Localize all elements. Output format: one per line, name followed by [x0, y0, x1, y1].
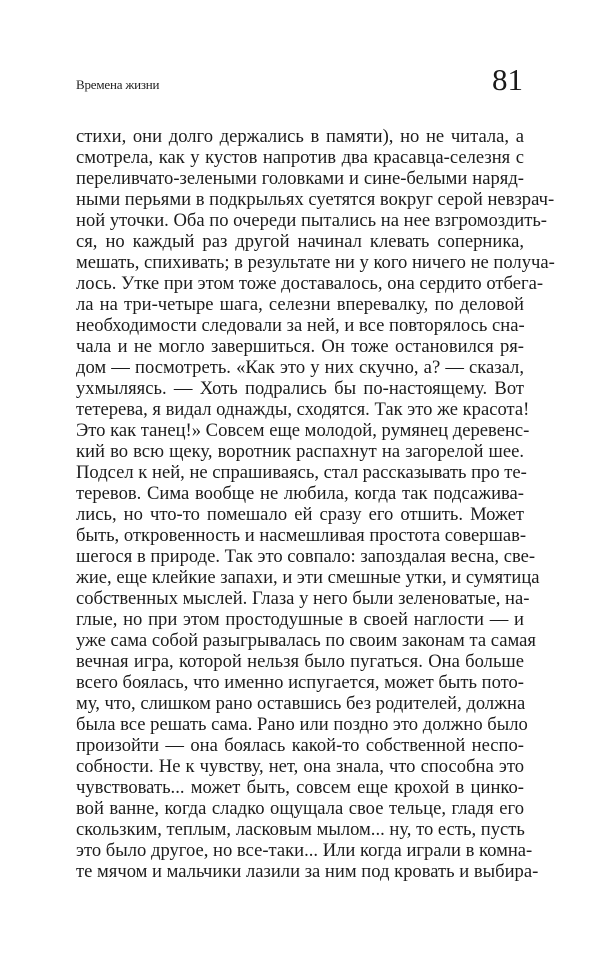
text-line: это было другое, но все-таки... Или когда играли в комна-: [76, 840, 533, 861]
text-line: уже сама собой разыгрывалась по своим законам та самая: [76, 630, 536, 651]
running-head-title: Времена жизни: [76, 77, 160, 92]
text-line: переливчато-зелеными головками и сине-белыми наряд-: [76, 168, 524, 189]
text-line: мешать, спихивать; в результате ни у кого ничего не получа-: [76, 252, 555, 273]
text-line: тетерева, я видал однажды, сходятся. Так это же красота!: [76, 399, 530, 420]
text-line: му, что, слишком рано оставшись без родителей, должна: [76, 693, 526, 714]
text-line: шегося в природе. Так это совпало: запоздалая весна, све-: [76, 546, 536, 567]
text-line: ся, но каждый раз другой начинал клевать соперника,: [76, 231, 524, 252]
text-line: произойти — она боялась какой-то собственной неспо-: [76, 735, 524, 756]
text-line: ухмыляясь. — Хоть подрались бы по-настоящему. Вот: [76, 378, 524, 399]
text-line: Это как танец!» Совсем еще молодой, румянец деревенс-: [76, 420, 530, 441]
text-line: собности. Не к чувству, нет, она знала, что способна это: [76, 756, 524, 777]
text-line: скользким, теплым, ласковым мылом... ну, то есть, пусть: [76, 819, 525, 840]
text-line: глые, но при этом простодушные в своей наглости — и: [76, 609, 524, 630]
text-line: вой ванне, когда сладко ощущала свое тельце, гладя его: [76, 798, 524, 819]
text-line: необходимости следовали за ней, и все повторялось сна-: [76, 315, 525, 336]
text-line: ной уточки. Оба по очереди пытались на нее взгромоздить-: [76, 210, 547, 231]
text-line: чувствовать... может быть, совсем еще крохой в цинко-: [76, 777, 524, 798]
text-line: те мячом и мальчики лазили за ним под кровать и выбира-: [76, 861, 539, 882]
text-line: ла на три-четыре шага, селезни вперевалку, по деловой: [76, 294, 524, 315]
page-number: 81: [492, 62, 523, 97]
text-line: вечная игра, которой нельзя было пугаться. Она больше: [76, 651, 524, 672]
text-line: собственных мыслей. Глаза у него были зеленоватые, на-: [76, 588, 530, 609]
text-line: была все решать сама. Рано или поздно это должно было: [76, 714, 528, 735]
text-line: стихи, они долго держались в памяти), но не читала, а: [76, 126, 524, 147]
text-line: Подсел к ней, не спрашиваясь, стал рассказывать про те-: [76, 462, 527, 483]
text-line: смотрела, как у кустов напротив два красавца-селезня с: [76, 147, 524, 168]
text-line: всего боялась, что именно испугается, может быть пото-: [76, 672, 524, 693]
text-line: быть, откровенность и насмешливая простота совершав-: [76, 525, 527, 546]
text-line: чала и не могло завершиться. Он тоже остановился ря-: [76, 336, 524, 357]
text-line: теревов. Сима вообще не любила, когда так подсажива-: [76, 483, 524, 504]
text-line: дом — посмотреть. «Как это у них скучно, а? — сказал,: [76, 357, 524, 378]
text-line: жие, еще клейкие запахи, и эти смешные утки, и сумятица: [76, 567, 540, 588]
text-line: лось. Утке при этом тоже доставалось, она сердито отбега-: [76, 273, 544, 294]
text-line: лись, но что-то помешало ей сразу его отшить. Может: [76, 504, 524, 525]
text-line: кий во всю щеку, воротник распахнут на загорелой шее.: [76, 441, 524, 462]
body-text: [76, 126, 555, 882]
text-line: ными перьями в подкрыльях суетятся вокруг серой невзрач-: [76, 189, 555, 210]
